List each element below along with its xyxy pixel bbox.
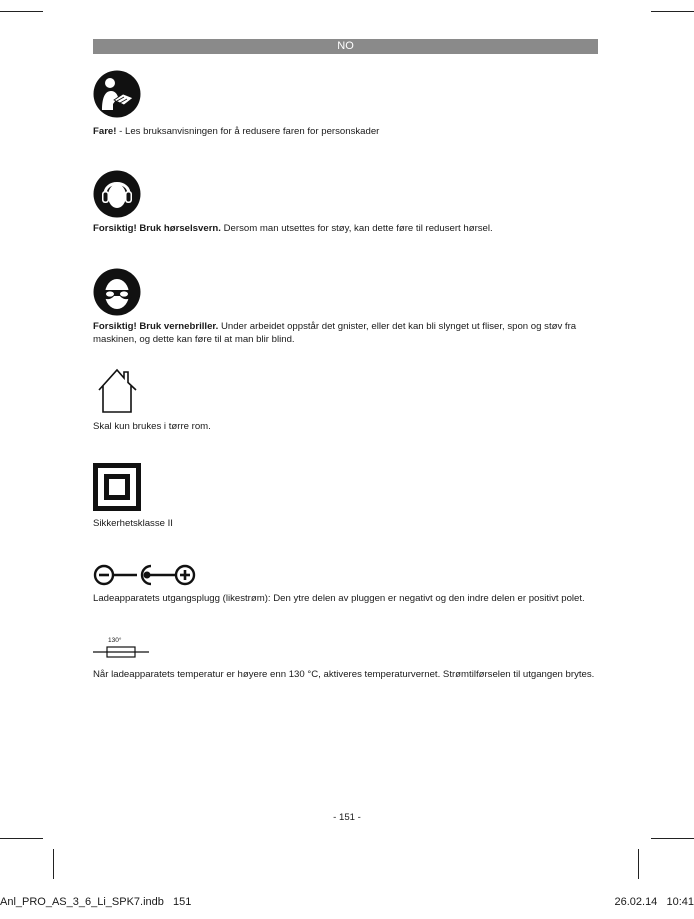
crop-mark-top-right [651,11,694,12]
section-indoor-body: Skal kun brukes i tørre rom. [93,421,211,432]
footer-file-name: Anl_PRO_AS_3_6_Li_SPK7.indb 151 [0,896,192,908]
section-hearing-body: Dersom man utsettes for støy, kan dette føre til redusert hørsel. [220,223,493,234]
section-polarity-body: Ladeapparatets utgangsplugg (likestrøm): Den ytre delen av pluggen er negativt og den indre delen er positivt polet. [93,593,585,604]
crop-mark-bottom-left [0,838,43,839]
hearing-protection-icon [93,170,141,218]
section-thermal-body: Når ladeapparatets temperatur er høyere enn 130 °C, aktiveres temperaturvernet. Strømtilførselen til utgangen brytes. [93,669,595,680]
crop-mark-vertical-right [638,849,639,879]
thermal-fuse-label: 130° [108,637,122,644]
section-eye-body: Under arbeidet oppstår det gnister, eller det kan bli slynget ut fliser, spon og støv fra maskinen, og dette kan føre til at man blir blind. [93,321,577,345]
indoor-use-icon [93,366,141,414]
read-manual-icon [93,70,141,118]
dc-polarity-icon [93,563,197,587]
crop-mark-bottom-right [651,838,694,839]
eye-protection-icon [93,268,141,316]
page-number: - 151 - [333,812,361,823]
section-read-manual-text [93,125,598,138]
section-polarity-text [93,592,598,605]
section-eye-bold: Forsiktig! Bruk vernebriller. [93,321,219,332]
section-read-manual-bold: Fare! [93,126,117,137]
section-class-body: Sikkerhetsklasse II [93,518,173,529]
section-indoor-text [93,420,598,433]
footer-date-time: 26.02.14 10:41 [614,896,694,908]
crop-mark-vertical-left [53,849,54,879]
crop-mark-top-left [0,11,43,12]
section-thermal-text [93,668,598,681]
section-read-manual-body: - Les bruksanvisningen for å redusere faren for personskader [116,126,380,137]
section-eye-text [93,320,598,346]
protection-class-ii-icon [93,463,141,511]
language-header-bar: NO [93,39,598,54]
section-hearing-text [93,222,598,235]
section-hearing-bold: Forsiktig! Bruk hørselsvern. [93,223,221,234]
section-class-text [93,517,598,530]
thermal-fuse-icon [93,644,149,660]
